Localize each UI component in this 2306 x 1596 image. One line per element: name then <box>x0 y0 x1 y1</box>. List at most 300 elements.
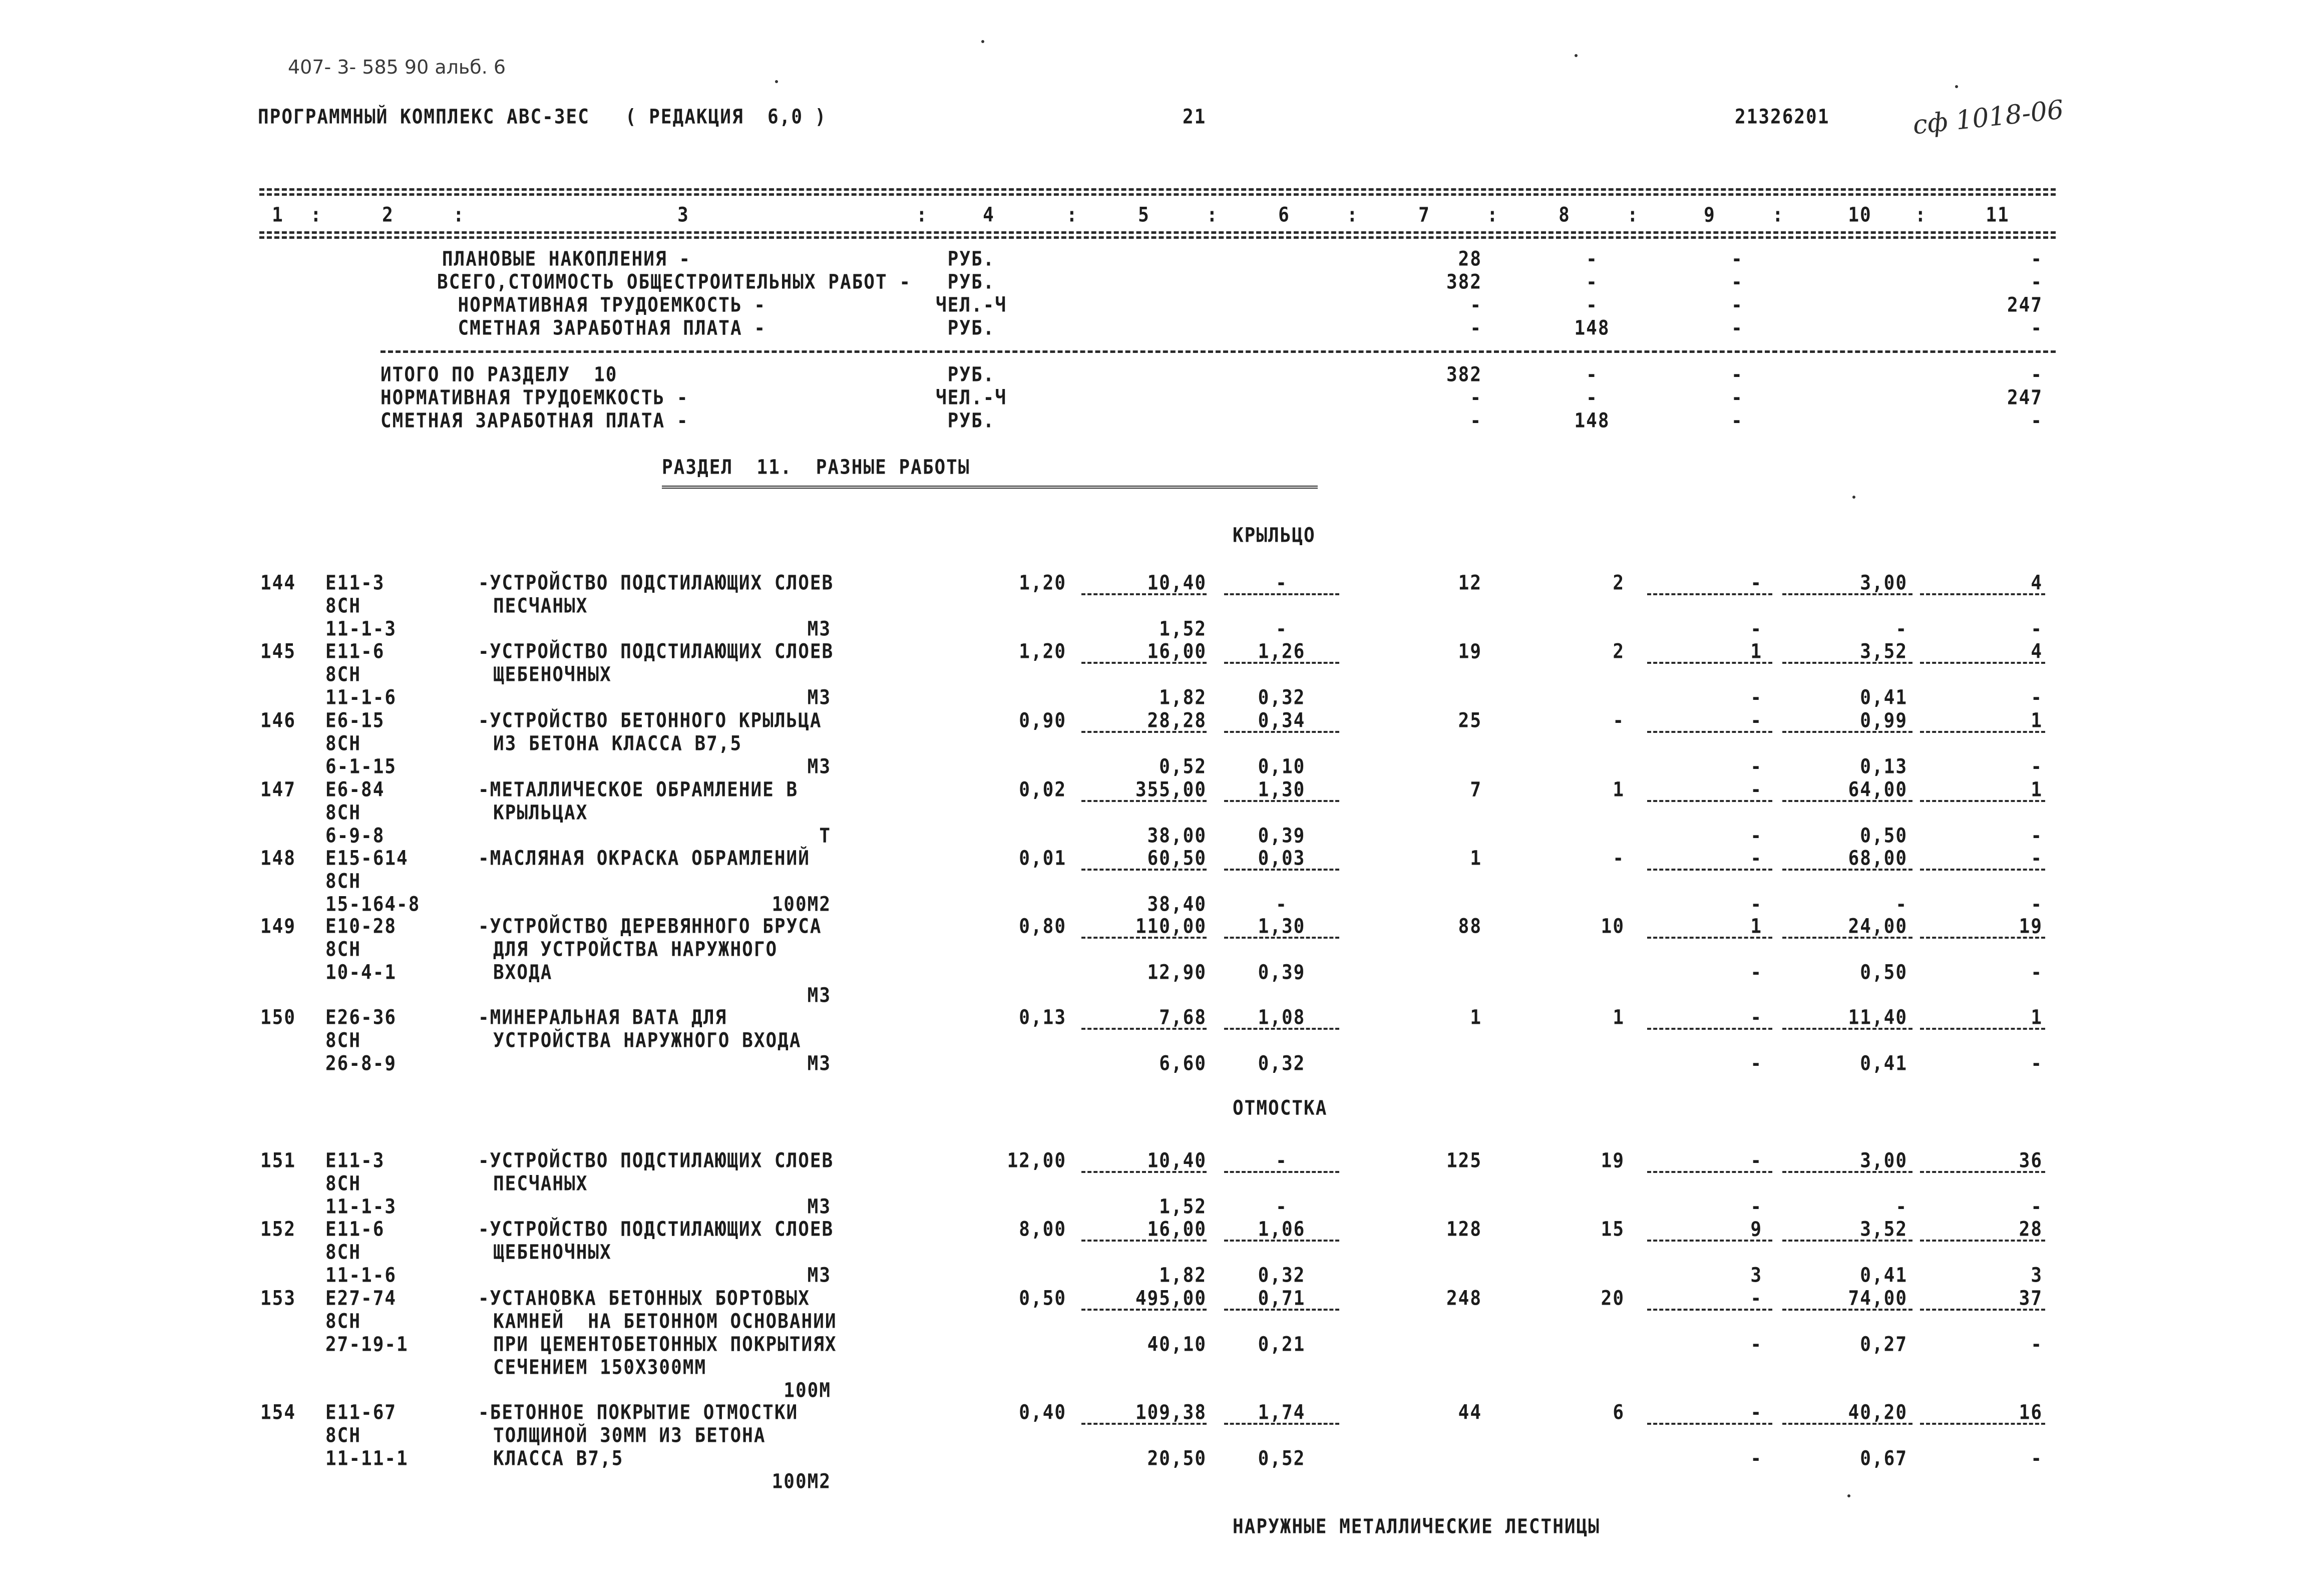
item-col9-bottom: - <box>1750 893 1762 916</box>
summary-c8: 148 <box>1574 316 1610 340</box>
section-title: РАЗДЕЛ 11. РАЗНЫЕ РАБОТЫ <box>662 456 970 479</box>
item-col6-divider <box>1224 662 1339 664</box>
item-col11-top: 19 <box>2019 915 2043 938</box>
item-col10-bottom: 0,27 <box>1860 1333 1907 1356</box>
item-quantity: 12,00 <box>1007 1149 1066 1172</box>
item-quantity: 0,01 <box>1019 847 1066 870</box>
item-base: 8СН <box>325 1310 361 1333</box>
item-col5-top: 355,00 <box>1135 778 1207 802</box>
item-col9-top: - <box>1750 778 1762 802</box>
item-unit: 100М2 <box>772 1470 831 1493</box>
item-ref: 11-1-3 <box>325 617 397 641</box>
col-header-1: 1 <box>272 203 284 227</box>
item-col11-top: - <box>2031 847 2043 870</box>
item-col11-divider <box>1920 1309 2045 1311</box>
item-number: 146 <box>260 709 296 732</box>
item-col11-bottom: - <box>2031 755 2043 778</box>
item-col6-top: 1,26 <box>1258 640 1306 663</box>
item-col8: 20 <box>1601 1287 1625 1310</box>
item-col5-divider <box>1081 662 1207 664</box>
summary-c7: - <box>1470 409 1482 433</box>
item-unit: М3 <box>807 1052 831 1075</box>
item-col11-divider <box>1920 662 2045 664</box>
item-col10-divider <box>1782 1171 1912 1173</box>
item-col10-top: 3,52 <box>1860 1218 1907 1241</box>
item-col11-top: 16 <box>2019 1401 2043 1424</box>
item-unit: 100М2 <box>772 893 831 916</box>
item-col5-top: 16,00 <box>1147 640 1207 663</box>
item-col10-top: 74,00 <box>1848 1287 1907 1310</box>
item-col9-divider <box>1647 1423 1772 1425</box>
item-col5-bottom: 1,52 <box>1159 617 1207 641</box>
table-header-rule <box>259 231 2056 234</box>
item-description-line: ЩЕБЕНОЧНЫХ <box>493 663 612 686</box>
item-col10-top: 0,99 <box>1860 709 1907 732</box>
item-description-line: -УСТРОЙСТВО ПОДСТИЛАЮЩИХ СЛОЕВ <box>478 1149 834 1172</box>
item-col6-top: 1,74 <box>1258 1401 1306 1424</box>
item-col11-bottom: - <box>2031 824 2043 848</box>
item-col9-bottom: 3 <box>1750 1264 1762 1287</box>
item-quantity: 8,00 <box>1019 1218 1066 1241</box>
item-col5-bottom: 0,52 <box>1159 755 1207 778</box>
item-col6-bottom: - <box>1276 617 1288 641</box>
summary-c7: 28 <box>1458 247 1482 271</box>
item-col10-bottom: - <box>1895 617 1907 641</box>
item-col10-bottom: 0,41 <box>1860 686 1907 709</box>
item-description-line: -МИНЕРАЛЬНАЯ ВАТА ДЛЯ <box>478 1006 727 1029</box>
summary-c9: - <box>1731 247 1743 271</box>
item-col9-divider <box>1647 800 1772 802</box>
item-quantity: 1,20 <box>1019 571 1066 595</box>
item-code: Е26-36 <box>325 1006 397 1029</box>
col-header-7: 7 <box>1418 203 1430 227</box>
summary-label: ВСЕГО,СТОИМОСТЬ ОБЩЕСТРОИТЕЛЬНЫХ РАБОТ - <box>437 270 911 294</box>
item-col10-divider <box>1782 593 1912 595</box>
summary-c7: - <box>1470 293 1482 317</box>
item-col10-bottom: 0,13 <box>1860 755 1907 778</box>
col-header-4: 4 <box>983 203 995 227</box>
summary-label: ИТОГО ПО РАЗДЕЛУ 10 <box>380 363 618 386</box>
item-col9-divider <box>1647 662 1772 664</box>
item-col8: 6 <box>1613 1401 1625 1424</box>
item-col10-divider <box>1782 800 1912 802</box>
item-quantity: 0,13 <box>1019 1006 1066 1029</box>
item-description-line: -МАСЛЯНАЯ ОКРАСКА ОБРАМЛЕНИЙ <box>478 847 810 870</box>
item-col5-bottom: 12,90 <box>1147 961 1207 984</box>
item-col6-top: 0,71 <box>1258 1287 1306 1310</box>
item-col8: - <box>1613 847 1625 870</box>
item-description-line: СЕЧЕНИЕМ 150Х300ММ <box>493 1356 707 1379</box>
item-number: 148 <box>260 847 296 870</box>
item-col11-top: 1 <box>2031 778 2043 802</box>
item-col11-divider <box>1920 1423 2045 1425</box>
item-col9-top: 9 <box>1750 1218 1762 1241</box>
item-col5-bottom: 1,82 <box>1159 1264 1207 1287</box>
table-top-rule-2 <box>259 193 2056 196</box>
item-col6-top: 0,34 <box>1258 709 1306 732</box>
item-col11-bottom: - <box>2031 1333 2043 1356</box>
item-number: 154 <box>260 1401 296 1424</box>
scan-speck <box>1955 85 1958 88</box>
item-code: Е11-3 <box>325 571 385 595</box>
item-col7: 25 <box>1458 709 1482 732</box>
item-col8: 2 <box>1613 571 1625 595</box>
item-unit: М3 <box>807 686 831 709</box>
summary-c11: - <box>2031 247 2043 271</box>
summary-unit: ЧЕЛ.-Ч <box>935 386 1007 410</box>
item-col5-bottom: 1,82 <box>1159 686 1207 709</box>
scan-speck <box>775 80 778 83</box>
item-description-line: ПРИ ЦЕМЕНТОБЕТОННЫХ ПОКРЫТИЯХ <box>493 1333 837 1356</box>
item-code: Е11-6 <box>325 1218 385 1241</box>
item-col10-divider <box>1782 731 1912 733</box>
item-col6-bottom: 0,32 <box>1258 1052 1306 1075</box>
item-col5-top: 495,00 <box>1135 1287 1207 1310</box>
summary-c8: 148 <box>1574 409 1610 433</box>
summary-c11: 247 <box>2007 386 2043 410</box>
item-col9-bottom: - <box>1750 1195 1762 1219</box>
item-col5-top: 7,68 <box>1159 1006 1207 1029</box>
item-col8: - <box>1613 709 1625 732</box>
item-unit: Т <box>819 824 831 848</box>
scan-speck <box>1847 1494 1850 1497</box>
item-col6-bottom: 0,21 <box>1258 1333 1306 1356</box>
item-number: 149 <box>260 915 296 938</box>
scan-speck <box>1852 496 1855 499</box>
item-col9-top: - <box>1750 847 1762 870</box>
item-col8: 19 <box>1601 1149 1625 1172</box>
item-col6-top: 1,30 <box>1258 778 1306 802</box>
summary-c8: - <box>1586 270 1598 294</box>
summary-c8: - <box>1586 247 1598 271</box>
item-unit: М3 <box>807 617 831 641</box>
item-col10-bottom: 0,50 <box>1860 961 1907 984</box>
col-header-3: 3 <box>677 203 689 227</box>
item-col6-divider <box>1224 731 1339 733</box>
item-col9-top: - <box>1750 1006 1762 1029</box>
table-top-rule <box>259 188 2056 191</box>
item-description-line: ПЕСЧАНЫХ <box>493 594 588 618</box>
item-code: Е10-28 <box>325 915 397 938</box>
item-code: Е11-67 <box>325 1401 397 1424</box>
summary-c7: - <box>1470 386 1482 410</box>
summary-c11: - <box>2031 409 2043 433</box>
item-col6-bottom: 0,10 <box>1258 755 1306 778</box>
item-col11-top: 36 <box>2019 1149 2043 1172</box>
item-unit: М3 <box>807 1195 831 1219</box>
scan-speck <box>1575 54 1578 57</box>
item-quantity: 0,80 <box>1019 915 1066 938</box>
item-description-line: ДЛЯ УСТРОЙСТВА НАРУЖНОГО <box>493 938 778 961</box>
item-col11-top: 1 <box>2031 709 2043 732</box>
item-col9-top: - <box>1750 1287 1762 1310</box>
item-col11-bottom: - <box>2031 961 2043 984</box>
item-quantity: 0,40 <box>1019 1401 1066 1424</box>
item-ref: 11-1-3 <box>325 1195 397 1219</box>
item-col9-top: - <box>1750 1149 1762 1172</box>
summary-label: ПЛАНОВЫЕ НАКОПЛЕНИЯ - <box>442 247 691 271</box>
col-separator: : <box>1915 203 1927 227</box>
item-col5-bottom: 40,10 <box>1147 1333 1207 1356</box>
item-ref: 6-1-15 <box>325 755 397 778</box>
item-col11-bottom: 3 <box>2031 1264 2043 1287</box>
item-col11-top: 4 <box>2031 571 2043 595</box>
col-separator: : <box>1347 203 1359 227</box>
item-col6-divider <box>1224 1028 1339 1030</box>
item-col9-divider <box>1647 1240 1772 1242</box>
scan-speck <box>981 40 984 43</box>
summary-c7: 382 <box>1446 363 1482 386</box>
item-col7: 44 <box>1458 1401 1482 1424</box>
item-col5-top: 16,00 <box>1147 1218 1207 1241</box>
item-description-line: ПЕСЧАНЫХ <box>493 1172 588 1195</box>
section-title-underline <box>662 486 1318 489</box>
col-header-8: 8 <box>1559 203 1571 227</box>
item-description-line: -БЕТОННОЕ ПОКРЫТИЕ ОТМОСТКИ <box>478 1401 799 1424</box>
item-col9-top: 1 <box>1750 915 1762 938</box>
item-col10-divider <box>1782 1028 1912 1030</box>
col-separator: : <box>1627 203 1639 227</box>
item-col9-bottom: - <box>1750 755 1762 778</box>
item-col7: 19 <box>1458 640 1482 663</box>
item-ref: 15-164-8 <box>325 893 421 916</box>
item-col5-top: 110,00 <box>1135 915 1207 938</box>
item-col11-bottom: - <box>2031 686 2043 709</box>
item-code: Е11-3 <box>325 1149 385 1172</box>
summary-c9: - <box>1731 386 1743 410</box>
col-separator: : <box>453 203 465 227</box>
col-separator: : <box>1207 203 1219 227</box>
program-title: ПРОГРАММНЫЙ КОМПЛЕКС АВС-ЗЕС ( РЕДАКЦИЯ 6,0 ) <box>258 105 827 129</box>
summary-label: НОРМАТИВНАЯ ТРУДОЕМКОСТЬ - <box>380 386 689 410</box>
item-col11-divider <box>1920 1240 2045 1242</box>
col-header-10: 10 <box>1848 203 1872 227</box>
item-col6-bottom: - <box>1276 893 1288 916</box>
item-col7: 7 <box>1470 778 1482 802</box>
item-col10-top: 68,00 <box>1848 847 1907 870</box>
summary-c8: - <box>1586 386 1598 410</box>
item-col11-divider <box>1920 937 2045 939</box>
summary-unit: РУБ. <box>947 247 995 271</box>
item-col7: 12 <box>1458 571 1482 595</box>
item-col6-divider <box>1224 937 1339 939</box>
item-col10-bottom: - <box>1895 1195 1907 1219</box>
item-number: 150 <box>260 1006 296 1029</box>
summary-c11: - <box>2031 316 2043 340</box>
item-col9-bottom: - <box>1750 824 1762 848</box>
item-base: 8СН <box>325 801 361 825</box>
table-header-rule-2 <box>259 236 2056 239</box>
item-col9-divider <box>1647 1028 1772 1030</box>
summary-label: СМЕТНАЯ ЗАРАБОТНАЯ ПЛАТА - <box>380 409 689 433</box>
item-base: 8СН <box>325 1424 361 1447</box>
item-ref: 11-11-1 <box>325 1447 409 1470</box>
item-ref: 11-1-6 <box>325 686 397 709</box>
item-description-line: ВХОДА <box>493 961 553 984</box>
item-description-line: КАМНЕЙ НА БЕТОННОМ ОСНОВАНИИ <box>493 1310 837 1333</box>
item-col5-divider <box>1081 937 1207 939</box>
item-col9-top: - <box>1750 709 1762 732</box>
summary-unit: РУБ. <box>947 270 995 294</box>
summary-unit: ЧЕЛ.-Ч <box>935 293 1007 317</box>
handwritten-doc-code: 407- 3- 585 90 альб. 6 <box>288 56 506 78</box>
summary-c7: 382 <box>1446 270 1482 294</box>
item-ref: 26-8-9 <box>325 1052 397 1075</box>
item-quantity: 0,90 <box>1019 709 1066 732</box>
item-col9-top: - <box>1750 571 1762 595</box>
item-col5-bottom: 20,50 <box>1147 1447 1207 1470</box>
item-col9-bottom: - <box>1750 1052 1762 1075</box>
item-col10-bottom: 0,41 <box>1860 1052 1907 1075</box>
item-col5-bottom: 38,00 <box>1147 824 1207 848</box>
item-col5-top: 60,50 <box>1147 847 1207 870</box>
item-col5-divider <box>1081 1240 1207 1242</box>
item-col10-top: 3,00 <box>1860 571 1907 595</box>
item-col11-divider <box>1920 800 2045 802</box>
item-number: 151 <box>260 1149 296 1172</box>
item-col10-bottom: 0,50 <box>1860 824 1907 848</box>
item-quantity: 1,20 <box>1019 640 1066 663</box>
col-separators: : <box>310 203 322 227</box>
handwritten-stamp: сф 1018-06 <box>1911 95 2065 141</box>
item-number: 147 <box>260 778 296 802</box>
col-separator: : <box>1772 203 1784 227</box>
item-col9-divider <box>1647 869 1772 871</box>
item-col6-divider <box>1224 1423 1339 1425</box>
item-description-line: ТОЛЩИНОЙ 30ММ ИЗ БЕТОНА <box>493 1424 766 1447</box>
item-col10-bottom: 0,67 <box>1860 1447 1907 1470</box>
item-col5-top: 10,40 <box>1147 1149 1207 1172</box>
item-col7: 248 <box>1446 1287 1482 1310</box>
item-col10-divider <box>1782 1423 1912 1425</box>
document-number: 21326201 <box>1735 105 1830 129</box>
item-ref: 27-19-1 <box>325 1333 409 1356</box>
summary-unit: РУБ. <box>947 363 995 386</box>
col-header-5: 5 <box>1138 203 1150 227</box>
item-number: 145 <box>260 640 296 663</box>
item-base: 8СН <box>325 732 361 755</box>
col-header-2: 2 <box>382 203 394 227</box>
item-col10-top: 24,00 <box>1848 915 1907 938</box>
subsection-title-stairs: НАРУЖНЫЕ МЕТАЛЛИЧЕСКИЕ ЛЕСТНИЦЫ <box>1233 1515 1600 1538</box>
item-col5-bottom: 38,40 <box>1147 893 1207 916</box>
item-col9-divider <box>1647 731 1772 733</box>
subsection-title-porch: КРЫЛЬЦО <box>1233 524 1316 547</box>
item-col11-divider <box>1920 1028 2045 1030</box>
item-col9-bottom: - <box>1750 1447 1762 1470</box>
summary-c11: 247 <box>2007 293 2043 317</box>
item-description-line: -УСТРОЙСТВО ДЕРЕВЯННОГО БРУСА <box>478 915 822 938</box>
item-col5-divider <box>1081 731 1207 733</box>
col-header-9: 9 <box>1704 203 1716 227</box>
item-col5-divider <box>1081 1028 1207 1030</box>
item-col9-top: - <box>1750 1401 1762 1424</box>
item-base: 8СН <box>325 1029 361 1052</box>
item-unit: 100М <box>784 1379 831 1402</box>
item-code: Е15-614 <box>325 847 409 870</box>
item-col6-divider <box>1224 1240 1339 1242</box>
item-description-line: КЛАССА В7,5 <box>493 1447 624 1470</box>
item-description-line: -УСТРОЙСТВО ПОДСТИЛАЮЩИХ СЛОЕВ <box>478 1218 834 1241</box>
item-col11-bottom: - <box>2031 617 2043 641</box>
item-col6-bottom: 0,39 <box>1258 824 1306 848</box>
item-description-line: ЩЕБЕНОЧНЫХ <box>493 1241 612 1264</box>
col-header-11: 11 <box>1986 203 2010 227</box>
item-number: 144 <box>260 571 296 595</box>
item-base: 8СН <box>325 1241 361 1264</box>
summary-c9: - <box>1731 293 1743 317</box>
item-col5-divider <box>1081 1423 1207 1425</box>
item-col6-divider <box>1224 1309 1339 1311</box>
item-ref: 6-9-8 <box>325 824 385 848</box>
item-col5-divider <box>1081 869 1207 871</box>
item-description-line: -УСТРОЙСТВО БЕТОННОГО КРЫЛЬЦА <box>478 709 822 732</box>
item-col9-top: 1 <box>1750 640 1762 663</box>
item-col5-divider <box>1081 593 1207 595</box>
item-col6-bottom: 0,32 <box>1258 1264 1306 1287</box>
item-col6-divider <box>1224 593 1339 595</box>
item-col10-divider <box>1782 1309 1912 1311</box>
item-unit: М3 <box>807 984 831 1007</box>
item-col11-bottom: - <box>2031 1195 2043 1219</box>
item-description-line: -УСТРОЙСТВО ПОДСТИЛАЮЩИХ СЛОЕВ <box>478 640 834 663</box>
item-code: Е11-6 <box>325 640 385 663</box>
item-col5-top: 28,28 <box>1147 709 1207 732</box>
item-col9-divider <box>1647 1171 1772 1173</box>
item-col11-divider <box>1920 869 2045 871</box>
item-col6-divider <box>1224 869 1339 871</box>
summary-c9: - <box>1731 409 1743 433</box>
item-col5-top: 10,40 <box>1147 571 1207 595</box>
item-col8: 10 <box>1601 915 1625 938</box>
summary-label: НОРМАТИВНАЯ ТРУДОЕМКОСТЬ - <box>458 293 766 317</box>
item-col11-top: 1 <box>2031 1006 2043 1029</box>
page-number: 21 <box>1183 105 1207 129</box>
item-base: 8СН <box>325 663 361 686</box>
summary-unit: РУБ. <box>947 409 995 433</box>
item-col11-top: 28 <box>2019 1218 2043 1241</box>
item-number: 153 <box>260 1287 296 1310</box>
item-description-line: КРЫЛЬЦАХ <box>493 801 588 825</box>
item-col10-divider <box>1782 1240 1912 1242</box>
item-code: Е6-84 <box>325 778 385 802</box>
item-col11-top: 37 <box>2019 1287 2043 1310</box>
item-code: Е27-74 <box>325 1287 397 1310</box>
item-col10-divider <box>1782 937 1912 939</box>
item-col7: 125 <box>1446 1149 1482 1172</box>
summary-c9: - <box>1731 270 1743 294</box>
item-col6-bottom: 0,52 <box>1258 1447 1306 1470</box>
item-number: 152 <box>260 1218 296 1241</box>
item-description-line: ИЗ БЕТОНА КЛАССА В7,5 <box>493 732 742 755</box>
item-col9-divider <box>1647 937 1772 939</box>
item-col5-bottom: 1,52 <box>1159 1195 1207 1219</box>
subsection-title-blind-area: ОТМОСТКА <box>1233 1096 1328 1120</box>
summary-c11: - <box>2031 270 2043 294</box>
summary-c8: - <box>1586 293 1598 317</box>
item-unit: М3 <box>807 1264 831 1287</box>
item-col9-divider <box>1647 1309 1772 1311</box>
item-description-line: УСТРОЙСТВА НАРУЖНОГО ВХОДА <box>493 1029 802 1052</box>
col-separator: : <box>1066 203 1078 227</box>
item-description-line: -МЕТАЛЛИЧЕСКОЕ ОБРАМЛЕНИЕ В <box>478 778 799 802</box>
item-col10-top: 3,52 <box>1860 640 1907 663</box>
item-col10-top: 11,40 <box>1848 1006 1907 1029</box>
item-col6-bottom: 0,39 <box>1258 961 1306 984</box>
item-col11-top: 4 <box>2031 640 2043 663</box>
summary-c8: - <box>1586 363 1598 386</box>
item-col10-top: 3,00 <box>1860 1149 1907 1172</box>
